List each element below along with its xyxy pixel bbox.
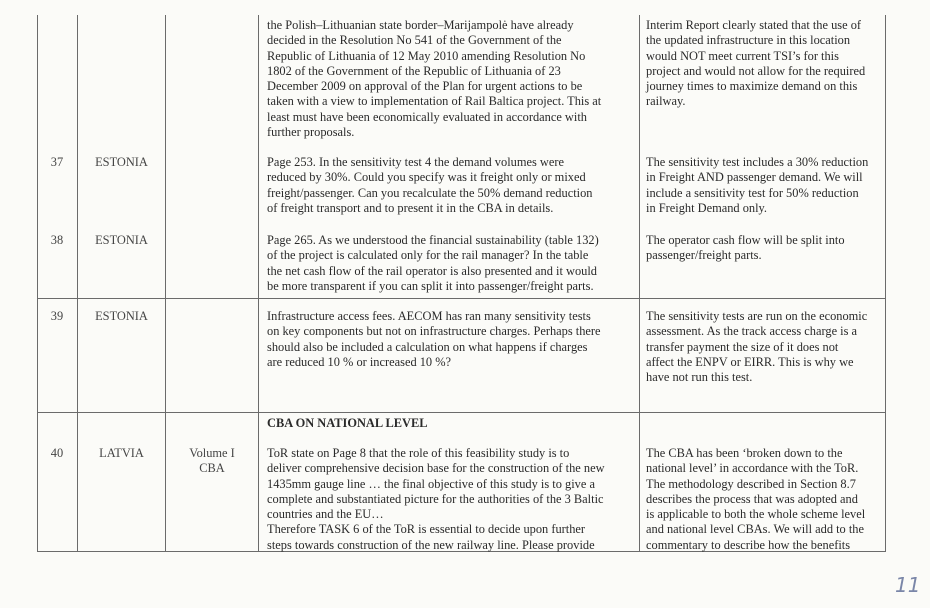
table-border-left [37,15,38,552]
row-40-number: 40 [50,446,64,460]
row-39-comment: Infrastructure access fees. AECOM has ran many sensitivity tests on key components but not on infrastructure charges. Perhaps there should also be included a calculation on what happens if charges are reduced 10 % or increased 10 %? [267,309,601,369]
row-38-response: The operator cash flow will be split into passenger/freight parts. [646,233,845,263]
row-40-volume: Volume I CBA [189,446,235,476]
row-37-response: The sensitivity test includes a 30% reduction in Freight AND passenger demand. We will include a sensitivity test for 50% reduction in Freight Demand only. [646,155,869,215]
row-39-number: 39 [50,309,64,323]
row-39-response: The sensitivity tests are run on the economic assessment. As the track access charge is a transfer payment the size of it does not affect the ENPV or EIRR. This is why we have not run this test. [646,309,868,385]
row-divider-39 [37,298,885,299]
row-38-country: ESTONIA [95,233,148,247]
continued-comment: the Polish–Lithuanian state border–Marijampolė have already decided in the Resolution No 541 of the Government of the Republic of Lithuania of 12 May 2010 amending Resolution No 1802 of the Government of the Republic of Lithuania of 23 December 2009 on approval of the Plan for urgent actions to be taken with a view to implementation of Rail Baltica project. This at least must have been economically evaluated in accordance with further proposals. [267,18,602,140]
column-divider-volume [258,15,259,552]
page-number: 11 [895,573,921,597]
row-40-comment: ToR state on Page 8 that the role of this feasibility study is to deliver comprehensive decision base for the construction of the new 1435mm gauge line … the final objective of this study is to give a complete and substantiated picture for the authorities of the 3 Baltic countries and the EU… Therefore TASK 6 of the ToR is essential to decide upon further steps towards construction of the new railway line. Please provide [267,446,605,552]
section-heading: CBA ON NATIONAL LEVEL [267,416,428,430]
row-38-number: 38 [50,233,64,247]
row-40-response: The CBA has been ‘broken down to the national level’ in accordance with the ToR. The methodology described in Section 8.7 describes the process that was adopted and is applicable to both the whole scheme level and national level CBAs. We will add to the commentary to describe how the benefits [646,446,866,552]
row-39-country: ESTONIA [95,309,148,323]
row-37-country: ESTONIA [95,155,148,169]
row-38-comment: Page 265. As we understood the financial sustainability (table 132) of the project is calculated only for the rail manager? In the table the net cash flow of the rail operator is also presented and it would be more transparent if you can split it into passenger/freight parts. [267,233,599,293]
column-divider-number [77,15,78,552]
row-divider-40 [37,412,885,413]
row-40-country: LATVIA [99,446,144,460]
column-divider-comment [639,15,640,552]
row-37-number: 37 [50,155,64,169]
continued-response: Interim Report clearly stated that the use of the updated infrastructure in this location would NOT meet current TSI’s for this project and would not allow for the required journey times to maximize demand on this railway. [646,18,866,109]
row-37-comment: Page 253. In the sensitivity test 4 the demand volumes were reduced by 30%. Could you specify was it freight only or mixed freight/passenger. Can you recalculate the 50% demand reduction of freight transport and to present it in the CBA in details. [267,155,593,215]
